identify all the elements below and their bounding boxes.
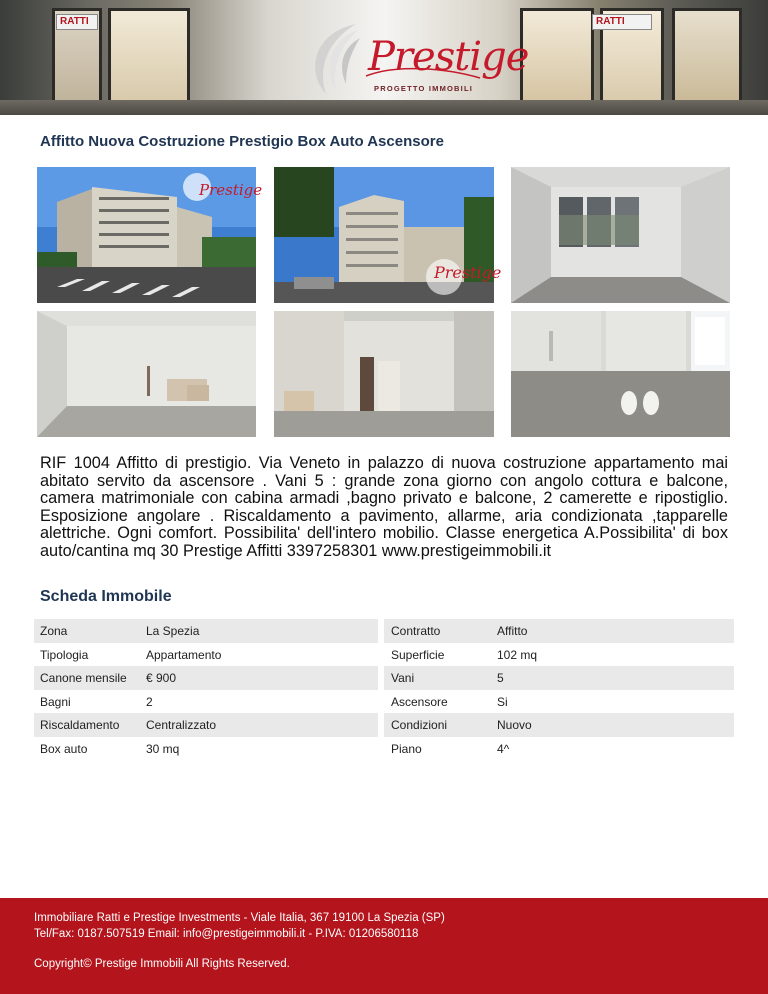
spec-value: Affitto <box>497 624 528 638</box>
footer-contacts: Tel/Fax: 0187.507519 Email: info@prestigeimmobili.it - P.IVA: 01206580118 <box>34 928 419 940</box>
spec-label: Ascensore <box>391 694 448 709</box>
table-row <box>34 643 734 667</box>
spec-value: 30 mq <box>146 741 180 756</box>
logo-subtitle: PROGETTO IMMOBILI <box>374 84 474 93</box>
spec-value: Si <box>497 694 508 709</box>
spec-value: Appartamento <box>146 647 222 662</box>
logo-text: Prestige <box>368 34 529 80</box>
spec-label: Superficie <box>391 647 445 662</box>
spec-label: Box auto <box>40 741 88 756</box>
spec-value: 5 <box>497 671 504 685</box>
table-row <box>34 713 734 737</box>
spec-label: Contratto <box>391 624 441 638</box>
footer-copyright: Copyright© Prestige Immobili All Rights Reserved. <box>34 958 290 970</box>
footer-address: Immobiliare Ratti e Prestige Investments - Viale Italia, 367 19100 La Spezia (SP) <box>34 912 445 924</box>
shop-window <box>108 8 190 108</box>
table-row <box>34 690 734 714</box>
spec-value: Centralizzato <box>146 718 217 732</box>
spec-value: La Spezia <box>146 624 200 638</box>
spec-label: Piano <box>391 741 422 756</box>
footer <box>0 898 768 994</box>
room-doors-photo[interactable] <box>274 311 494 437</box>
bathroom-photo[interactable] <box>511 311 730 437</box>
kitchen-area-photo[interactable] <box>37 311 256 437</box>
table-row <box>34 666 734 690</box>
shop-sign: RATTI <box>56 14 98 30</box>
listing-description: RIF 1004 Affitto di prestigio. Via Veneto in palazzo di nuova costruzione appartamento mai abitato servito da ascensore . Vani 5 : grande zona giorno con angolo cottura e balcone, camera matrimoniale con cabina armadi ,bagno privato e balcone, 2 camerette e ripostiglio. Esposizione angolare . Riscaldamento a pavimento, allarme, aria condizionata ,tapparelle alettriche. Ogni comfort. Possibilita' dell'intero mobilio. Classe energetica A.Possibilita' di box auto/cantina mq 30 Prestige Affitti 3397258301 www.prestigeimmobili.it <box>40 454 728 560</box>
table-row <box>34 737 734 761</box>
spec-label: Bagni <box>40 694 71 709</box>
spec-label: Canone mensile <box>40 671 127 685</box>
property-specs-table <box>34 619 734 760</box>
spec-label: Tipologia <box>40 647 89 662</box>
photo-watermark: Prestige <box>199 181 263 199</box>
building-street-photo[interactable] <box>37 167 263 303</box>
shop-window <box>672 8 742 108</box>
spec-label: Condizioni <box>391 718 448 732</box>
living-room-photo[interactable] <box>511 167 730 303</box>
shop-sign: RATTI <box>592 14 652 30</box>
building-facade-photo[interactable] <box>274 167 502 303</box>
spec-value: Nuovo <box>497 718 532 732</box>
spec-value: 4^ <box>497 741 510 756</box>
scheda-heading: Scheda Immobile <box>40 588 172 605</box>
prestige-logo[interactable] <box>296 14 529 104</box>
spec-value: 2 <box>146 694 153 709</box>
listing-title: Affitto Nuova Costruzione Prestigio Box Auto Ascensore <box>40 133 444 150</box>
photo-watermark: Prestige <box>434 263 502 282</box>
spec-label: Vani <box>391 671 415 685</box>
spec-value: 102 mq <box>497 647 538 662</box>
spec-label: Riscaldamento <box>40 718 120 732</box>
table-row <box>34 619 734 643</box>
spec-value: € 900 <box>146 671 177 685</box>
header-banner <box>0 0 768 115</box>
spec-label: Zona <box>40 624 68 638</box>
shop-window <box>520 8 594 108</box>
